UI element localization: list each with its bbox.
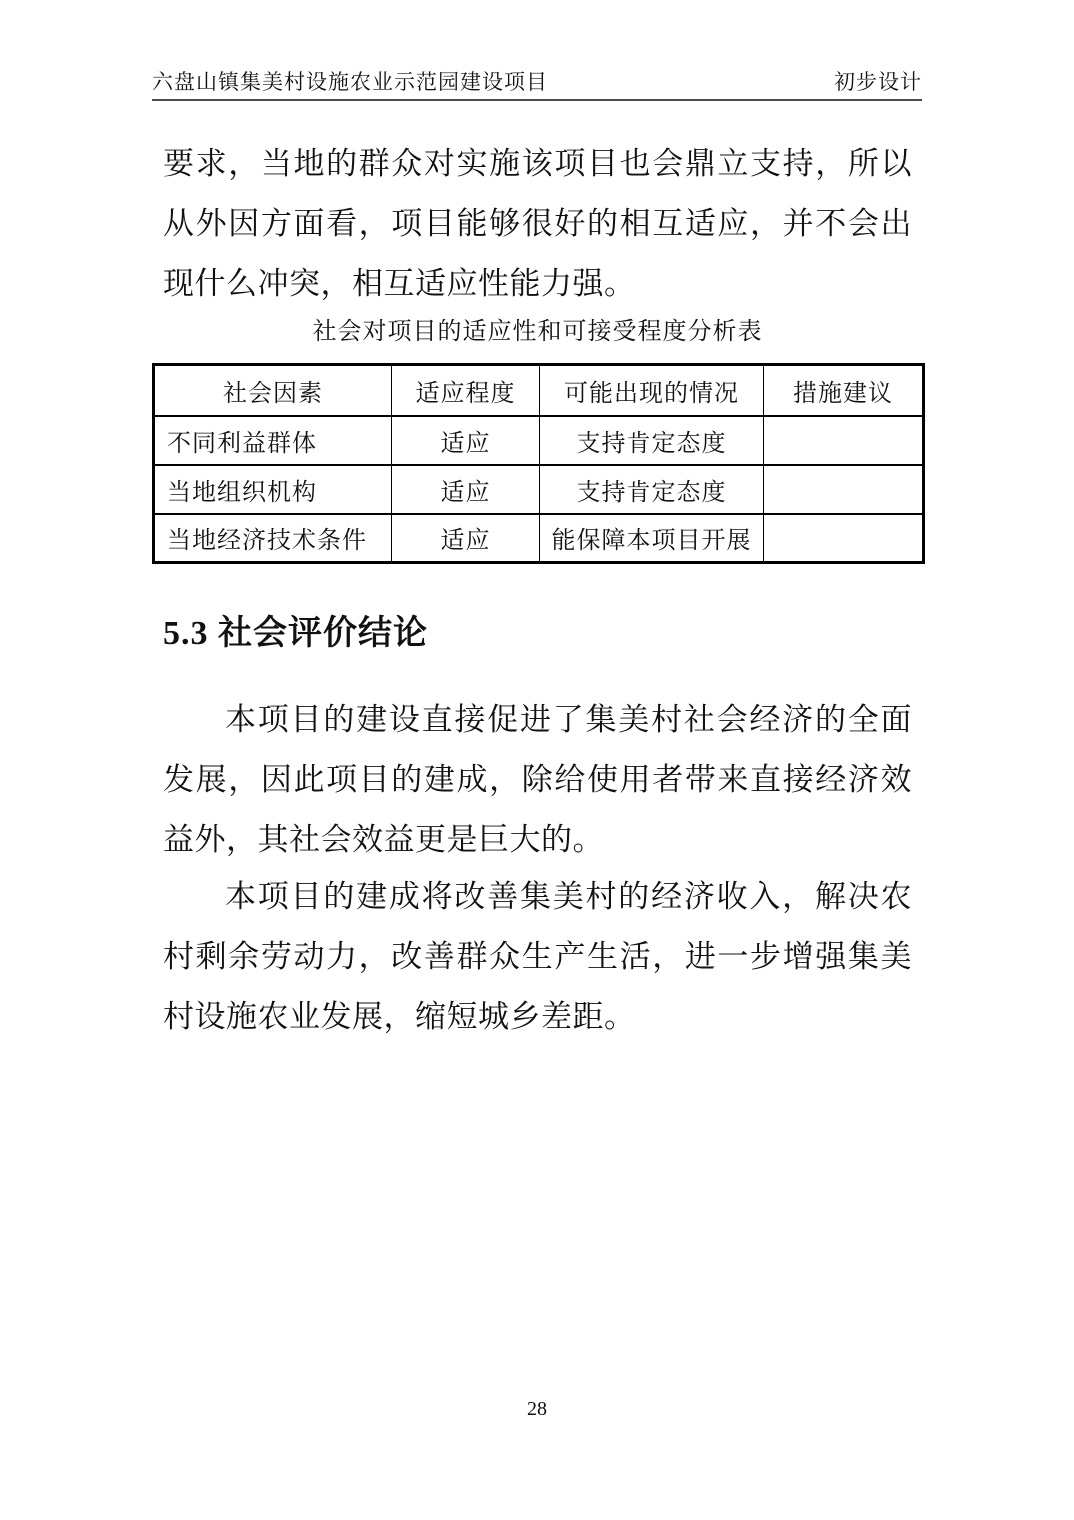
- cell-situation: 支持肯定态度: [540, 416, 764, 465]
- cell-factor: 当地组织机构: [154, 465, 392, 514]
- cell-measures: [764, 416, 924, 465]
- cell-level: 适应: [392, 465, 540, 514]
- page-number: 28: [527, 1398, 547, 1420]
- cell-measures: [764, 514, 924, 563]
- cell-situation: 能保障本项目开展: [540, 514, 764, 563]
- cell-level: 适应: [392, 514, 540, 563]
- table-row: [154, 465, 924, 514]
- cell-factor: 当地经济技术条件: [154, 514, 392, 563]
- social-adaptability-table: [152, 363, 925, 564]
- section-heading-5-3: 5.3 社会评价结论: [163, 615, 428, 652]
- table-header-row: [154, 365, 924, 416]
- col-header-social-factor: 社会因素: [154, 365, 392, 416]
- cell-measures: [764, 465, 924, 514]
- cell-factor: 不同利益群体: [154, 416, 392, 465]
- col-header-suggested-measures: 措施建议: [764, 365, 924, 416]
- page-header: [152, 70, 922, 101]
- header-doc-type: 初步设计: [834, 70, 922, 94]
- paragraph-adaptability: 要求，当地的群众对实施该项目也会鼎立支持，所以从外因方面看，项目能够很好的相互适应，并不会出现什么冲突，相互适应性能力强。: [163, 146, 912, 301]
- col-header-possible-situation: 可能出现的情况: [540, 365, 764, 416]
- cell-level: 适应: [392, 416, 540, 465]
- paragraph-conclusion-1: 本项目的建设直接促进了集美村社会经济的全面发展，因此项目的建成，除给使用者带来直接经济效益外，其社会效益更是巨大的。: [163, 702, 912, 857]
- table-row: [154, 416, 924, 465]
- paragraph-conclusion-2: 本项目的建成将改善集美村的经济收入，解决农村剩余劳动力，改善群众生产生活，进一步增强集美村设施农业发展，缩短城乡差距。: [163, 879, 912, 1034]
- table-caption: 社会对项目的适应性和可接受程度分析表: [312, 319, 763, 345]
- table-row: [154, 514, 924, 563]
- header-project-title: 六盘山镇集美村设施农业示范园建设项目: [152, 70, 548, 94]
- cell-situation: 支持肯定态度: [540, 465, 764, 514]
- col-header-adaptation-level: 适应程度: [392, 365, 540, 416]
